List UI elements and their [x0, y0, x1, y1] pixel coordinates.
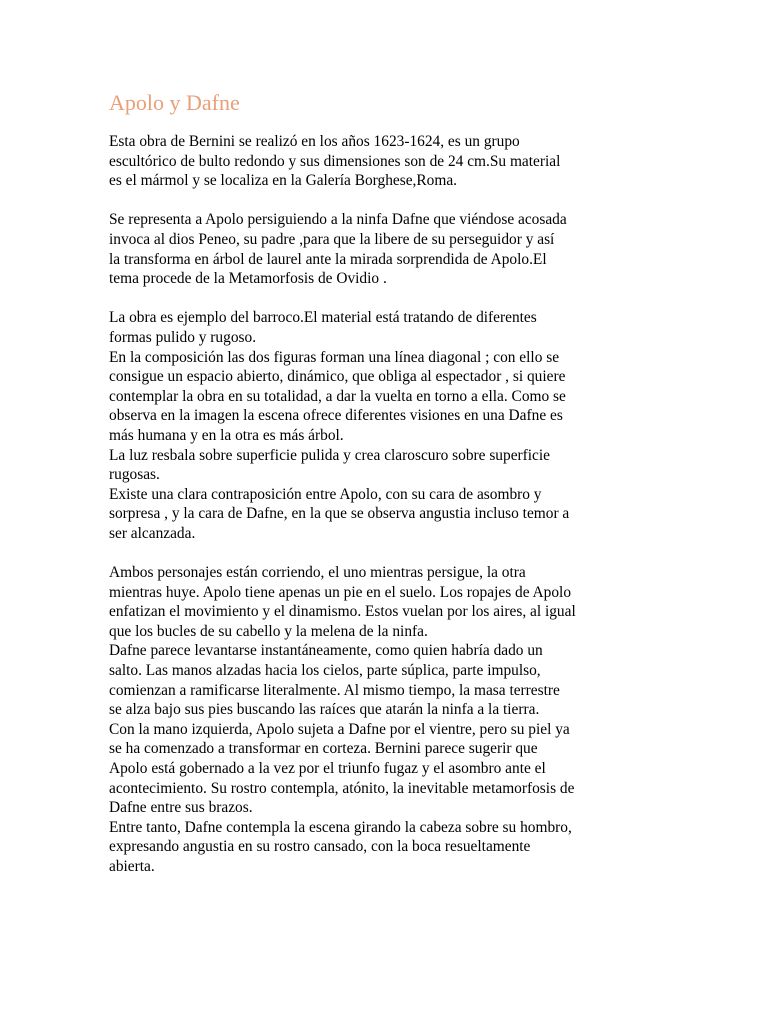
text-line: la transforma en árbol de laurel ante la mirada sorprendida de Apolo.El	[109, 250, 547, 268]
text-line: Se representa a Apolo persiguiendo a la ninfa Dafne que viéndose acosada	[109, 211, 567, 229]
text-line: ser alcanzada.	[109, 524, 196, 542]
text-line: observa en la imagen la escena ofrece diferentes visiones en una Dafne es	[109, 407, 563, 425]
text-line: abierta.	[109, 857, 155, 875]
text-line: Dafne parece levantarse instantáneamente, como quien habría dado un	[109, 642, 543, 660]
paragraph-gap	[109, 543, 669, 563]
text-line: invoca al dios Peneo, su padre ,para que la libere de su perseguidor y así	[109, 230, 555, 248]
paragraph	[109, 308, 669, 543]
text-line: expresando angustia en su rostro cansado, con la boca resueltamente	[109, 838, 531, 856]
paragraph	[109, 563, 669, 877]
paragraph	[109, 210, 669, 288]
text-line: se alza bajo sus pies buscando las raíces que atarán la ninfa a la tierra.	[109, 701, 540, 719]
text-line: Existe una clara contraposición entre Apolo, con su cara de asombro y	[109, 485, 542, 503]
text-line: consigue un espacio abierto, dinámico, que obliga al espectador , si quiere	[109, 368, 566, 386]
text-line: tema procede de la Metamorfosis de Ovidio .	[109, 270, 387, 288]
text-line: que los bucles de su cabello y la melena de la ninfa.	[109, 622, 428, 640]
text-line: Ambos personajes están corriendo, el uno mientras persigue, la otra	[109, 564, 526, 582]
text-line: Apolo está gobernado a la vez por el triunfo fugaz y el asombro ante el	[109, 760, 546, 777]
text-line: salto. Las manos alzadas hacia los cielos, parte súplica, parte impulso,	[109, 662, 541, 680]
text-line: La obra es ejemplo del barroco.El material está tratando de diferentes	[109, 309, 537, 327]
document-body	[109, 132, 669, 877]
document-title: Apolo y Dafne	[109, 90, 240, 115]
text-line: sorpresa , y la cara de Dafne, en la que se observa angustia incluso temor a	[109, 505, 570, 523]
text-line: escultórico de bulto redondo y sus dimensiones son de 24 cm.Su material	[109, 152, 561, 170]
text-line: contemplar la obra en su totalidad, a dar la vuelta en torno a ella. Como se	[109, 387, 566, 405]
text-line: Esta obra de Bernini se realizó en los años 1623-1624, es un grupo	[109, 133, 520, 150]
document-page	[109, 88, 669, 877]
text-line: comienzan a ramificarse literalmente. Al mismo tiempo, la masa terrestre	[109, 681, 560, 699]
text-line: Entre tanto, Dafne contempla la escena girando la cabeza sobre su hombro,	[109, 818, 572, 836]
text-line: mientras huye. Apolo tiene apenas un pie en el suelo. Los ropajes de Apolo	[109, 583, 572, 601]
text-line: enfatizan el movimiento y el dinamismo. Estos vuelan por los aires, al igual	[109, 603, 576, 621]
text-line: Dafne entre sus brazos.	[109, 799, 253, 817]
paragraph-gap	[109, 191, 669, 211]
text-line: acontecimiento. Su rostro contempla, atónito, la inevitable metamorfosis de	[109, 779, 575, 797]
text-line: La luz resbala sobre superficie pulida y crea claroscuro sobre superficie	[109, 446, 550, 464]
text-line: rugosas.	[109, 466, 160, 484]
text-line: más humana y en la otra es más árbol.	[109, 426, 344, 444]
paragraph-gap	[109, 289, 669, 309]
text-line: se ha comenzado a transformar en corteza. Bernini parece sugerir que	[109, 740, 538, 758]
text-line: Con la mano izquierda, Apolo sujeta a Dafne por el vientre, pero su piel ya	[109, 720, 570, 738]
paragraph	[109, 132, 669, 191]
text-line: formas pulido y rugoso.	[109, 328, 257, 346]
text-line: En la composición las dos figuras forman una línea diagonal ; con ello se	[109, 348, 560, 366]
text-line: es el mármol y se localiza en la Galería Borghese,Roma.	[109, 172, 458, 190]
